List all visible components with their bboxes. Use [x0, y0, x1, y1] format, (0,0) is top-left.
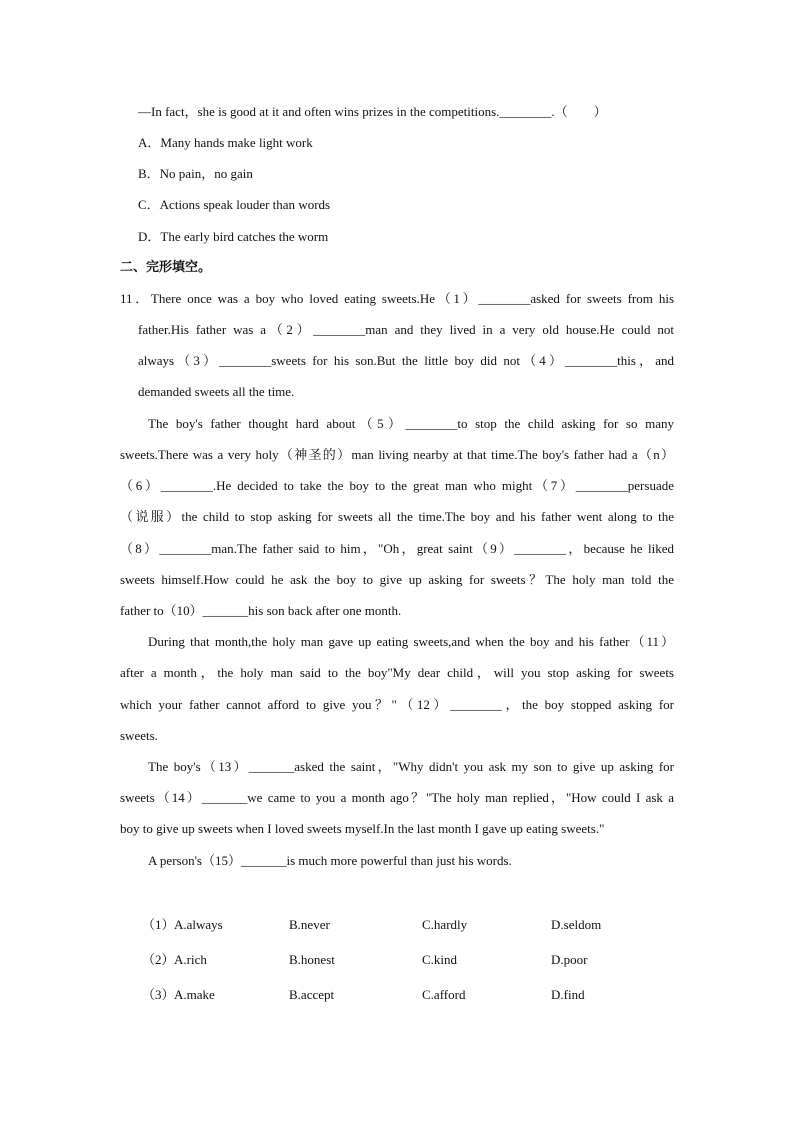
choice-b: B.honest — [289, 952, 335, 967]
passage-line: boy to give up sweets when I loved sweets myself.In the last month I gave up eating sweets." — [120, 821, 605, 836]
choice-c: C.afford — [422, 987, 466, 1002]
section-heading: 二、完形填空。 — [120, 260, 212, 275]
passage-line: The boy's father thought hard about（5）________to stop the child asking for so many — [148, 416, 674, 431]
passage-line: demanded sweets all the time. — [138, 384, 295, 399]
choice-number: （2） — [142, 952, 175, 967]
choice-number: （1） — [142, 917, 175, 932]
passage-line: sweets.There was a very holy（神圣的）man living nearby at that time.The boy's father had a（n） — [120, 447, 674, 462]
choice-d: D.poor — [551, 952, 588, 967]
choice-c: C.kind — [422, 952, 458, 967]
passage-line: father to（10）_______his son back after one month. — [120, 603, 402, 618]
passage-line: which your father cannot afford to give you？"（12）________，the boy stopped asking for — [120, 697, 674, 712]
passage-line: The boy's（13）_______asked the saint，"Why didn't you ask my son to give up asking for — [148, 759, 674, 774]
passage-line: sweets（14）_______we came to you a month ago？"The holy man replied，"How could I ask a — [120, 790, 674, 805]
choice-c: C.hardly — [422, 917, 468, 932]
option-d: D．The early bird catches the worm — [138, 229, 329, 244]
choice-d: D.seldom — [551, 917, 602, 932]
passage-line: （8）________man.The father said to him，"Oh，great saint（9）________，because he liked — [120, 541, 674, 556]
passage-line: （说服）the child to stop asking for sweets all the time.The boy and his father went along to the — [120, 509, 674, 524]
passage-line: always（3）________sweets for his son.But the little boy did not（4）________this，and — [138, 353, 674, 368]
passage-line: sweets. — [120, 728, 158, 743]
passage-line: after a month，the holy man said to the boy"My dear child，will you stop asking for sweets — [120, 665, 674, 680]
passage-line: A person's（15）_______is much more powerful than just his words. — [148, 853, 512, 868]
choice-a: A.make — [174, 987, 215, 1002]
passage-line: During that month,the holy man gave up eating sweets,and when the boy and his father（11） — [148, 634, 674, 649]
previous-question-stem: —In fact，she is good at it and often wins prizes in the competitions.________.（ ） — [138, 104, 607, 119]
passage-line: sweets himself.How could he ask the boy to give up asking for sweets？The holy man told the — [120, 572, 674, 587]
choice-d: D.find — [551, 987, 585, 1002]
choice-b: B.never — [289, 917, 330, 932]
option-b: B．No pain，no gain — [138, 166, 253, 181]
choice-a: A.rich — [174, 952, 207, 967]
passage-line: （6）________.He decided to take the boy to the great man who might（7）________persuade — [120, 478, 674, 493]
choice-a: A.always — [174, 917, 223, 932]
choice-number: （3） — [142, 987, 175, 1002]
passage-line: 11．There once was a boy who loved eating sweets.He（1）________asked for sweets from his — [120, 291, 674, 306]
option-a: A．Many hands make light work — [138, 135, 313, 150]
option-c: C．Actions speak louder than words — [138, 197, 331, 212]
passage-line: father.His father was a（2）________man and they lived in a very old house.He could not — [138, 322, 674, 337]
choice-b: B.accept — [289, 987, 335, 1002]
